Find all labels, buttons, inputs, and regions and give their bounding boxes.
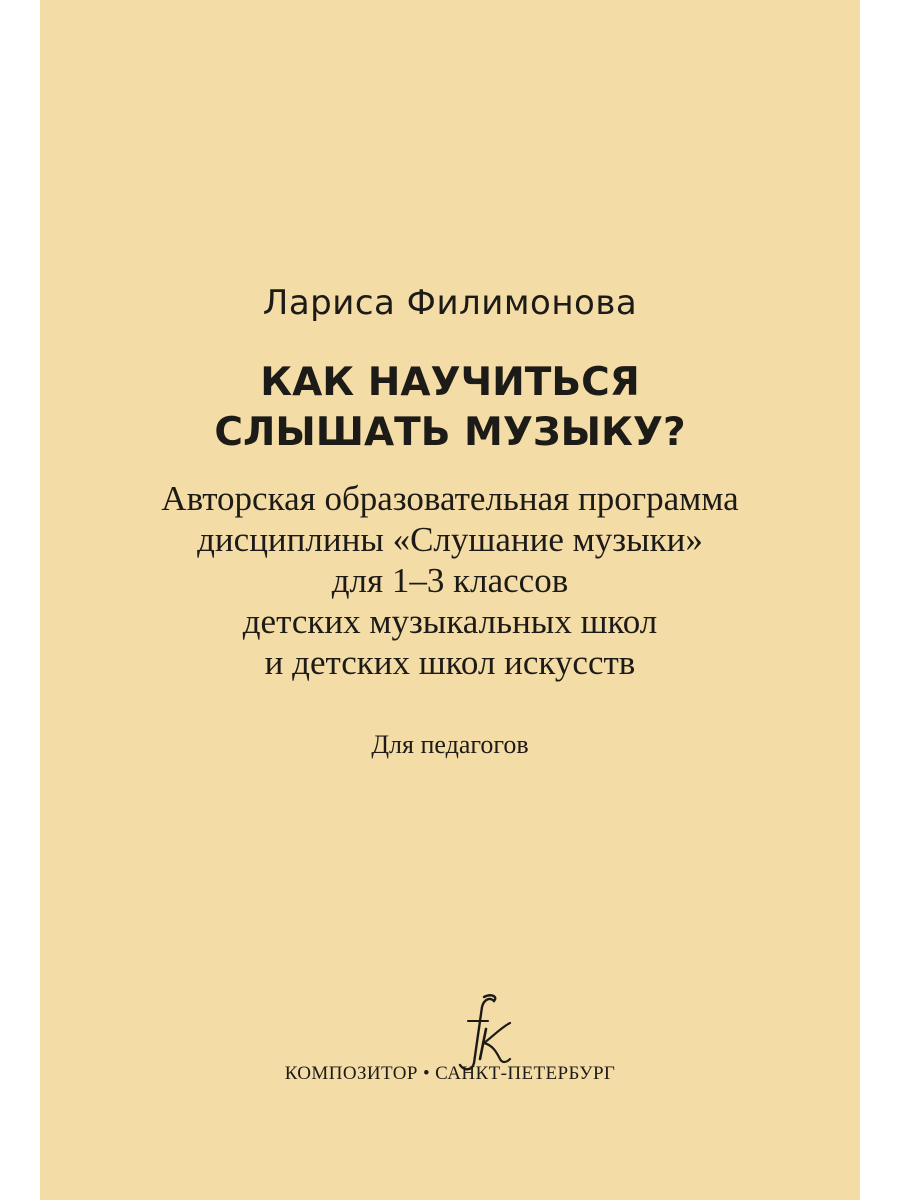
subtitle-line: и детских школ искусств — [264, 643, 636, 682]
fk-monogram-icon — [450, 993, 522, 1071]
publisher-name: КОМПОЗИТОР • САНКТ-ПЕТЕРБУРГ — [284, 1063, 616, 1084]
subtitle-line: Авторская образовательная программа — [161, 479, 739, 518]
book-subtitle — [40, 478, 860, 683]
title-line: СЛЫШАТЬ МУЗЫКУ? — [214, 410, 686, 455]
author-name: Лариса Филимонова — [262, 283, 638, 323]
title-line: КАК НАУЧИТЬСЯ — [260, 360, 640, 405]
book-cover — [40, 0, 860, 1200]
book-title — [40, 358, 860, 458]
subtitle-line: детских музыкальных школ — [242, 602, 658, 641]
subtitle-line: дисциплины «Слушание музыки» — [197, 520, 703, 559]
subtitle-line: для 1–3 классов — [331, 561, 569, 600]
audience-label: Для педагогов — [371, 730, 529, 759]
